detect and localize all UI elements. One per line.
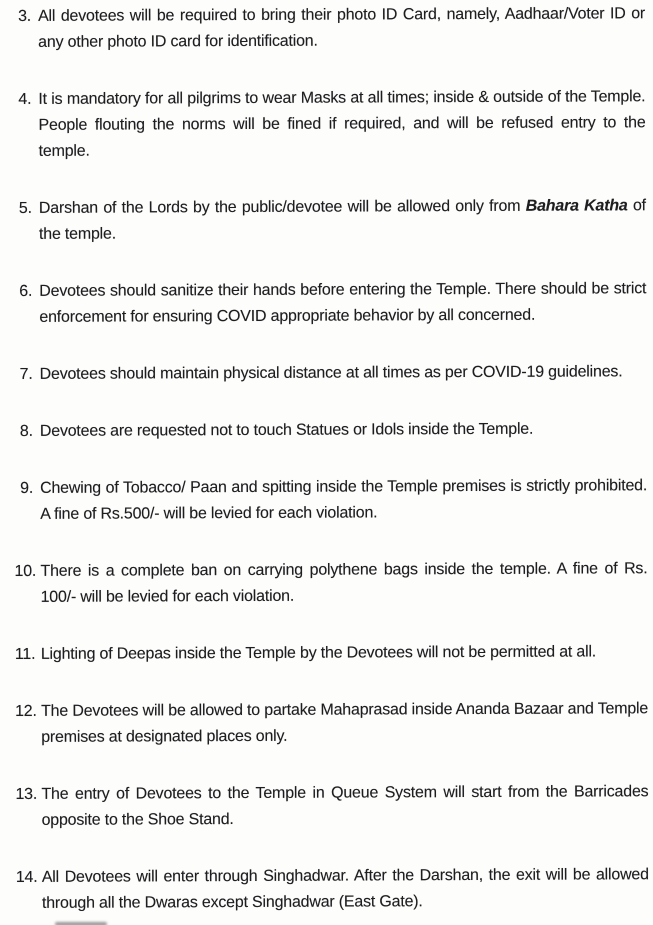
item-number: 6. [19,282,33,300]
list-item-6 [13,276,646,331]
list-item-13 [15,779,648,834]
item-number: 12. [15,702,37,720]
item-text: Lighting of Deepas inside the Temple by the Devotees will not be permitted at all. [40,643,597,663]
item-text: The Devotees will be allowed to partake Mahaprasad inside Ananda Bazaar and Temple premises at designated places only. [41,700,649,746]
guidelines-list [12,1,649,917]
item-number: 11. [14,645,36,663]
list-item-10 [14,556,647,611]
item-text-highlight: Bahara Katha [525,197,628,215]
list-item-4 [12,84,645,165]
list-item-12 [15,696,648,751]
item-number: 13. [15,785,38,803]
list-item-9 [14,473,647,528]
item-text: Devotees should maintain physical distance at all times as per COVID-19 guidelines. [39,363,623,383]
item-text: Chewing of Tobacco/ Paan and spitting inside the Temple premises is strictly prohibited. A fine of Rs.500/- will be levied for each violation. [40,477,648,523]
item-text: Devotees are requested not to touch Statues or Idols inside the Temple. [39,420,534,440]
list-item-8 [14,416,647,445]
item-text [39,193,646,248]
item-number: 10. [14,562,37,580]
item-text: It is mandatory for all pilgrims to wear Masks at all times; inside & outside of the Temple. People flouting the norms will be fined if required, and will be refused entry to the temple. [38,88,646,160]
item-text: There is a complete ban on carrying polythene bags inside the temple. A fine of Rs. 100/- will be levied for each violation. [40,560,648,606]
list-item-3 [12,1,645,56]
list-item-7 [14,359,647,388]
item-number: 3. [18,7,32,25]
item-number: 9. [20,479,34,497]
list-item-14 [16,862,649,917]
item-number: 5. [18,199,32,217]
item-text-after: of the temple. [38,197,646,243]
item-number: 14. [15,868,38,886]
list-item-11 [15,639,648,668]
item-text-before: Darshan of the Lords by the public/devotee will be allowed only from [38,197,526,217]
item-text: All devotees will be required to bring their photo ID Card, namely, Aadhaar/Voter ID or any other photo ID card for identification. [38,5,646,51]
item-number: 8. [19,422,33,440]
item-text: Devotees should sanitize their hands before entering the Temple. There should be strict enforcement for ensuring COVID appropriate behavior by all concerned. [39,280,647,326]
item-number: 7. [19,365,33,383]
item-number: 4. [18,90,32,108]
list-item-5 [13,193,646,248]
item-text: The entry of Devotees to the Temple in Queue System will start from the Barricades opposite to the Shoe Stand. [41,783,649,829]
item-text: All Devotees will enter through Singhadwar. After the Darshan, the exit will be allowed through all the Dwaras except Singhadwar (East Gate). [41,866,649,912]
